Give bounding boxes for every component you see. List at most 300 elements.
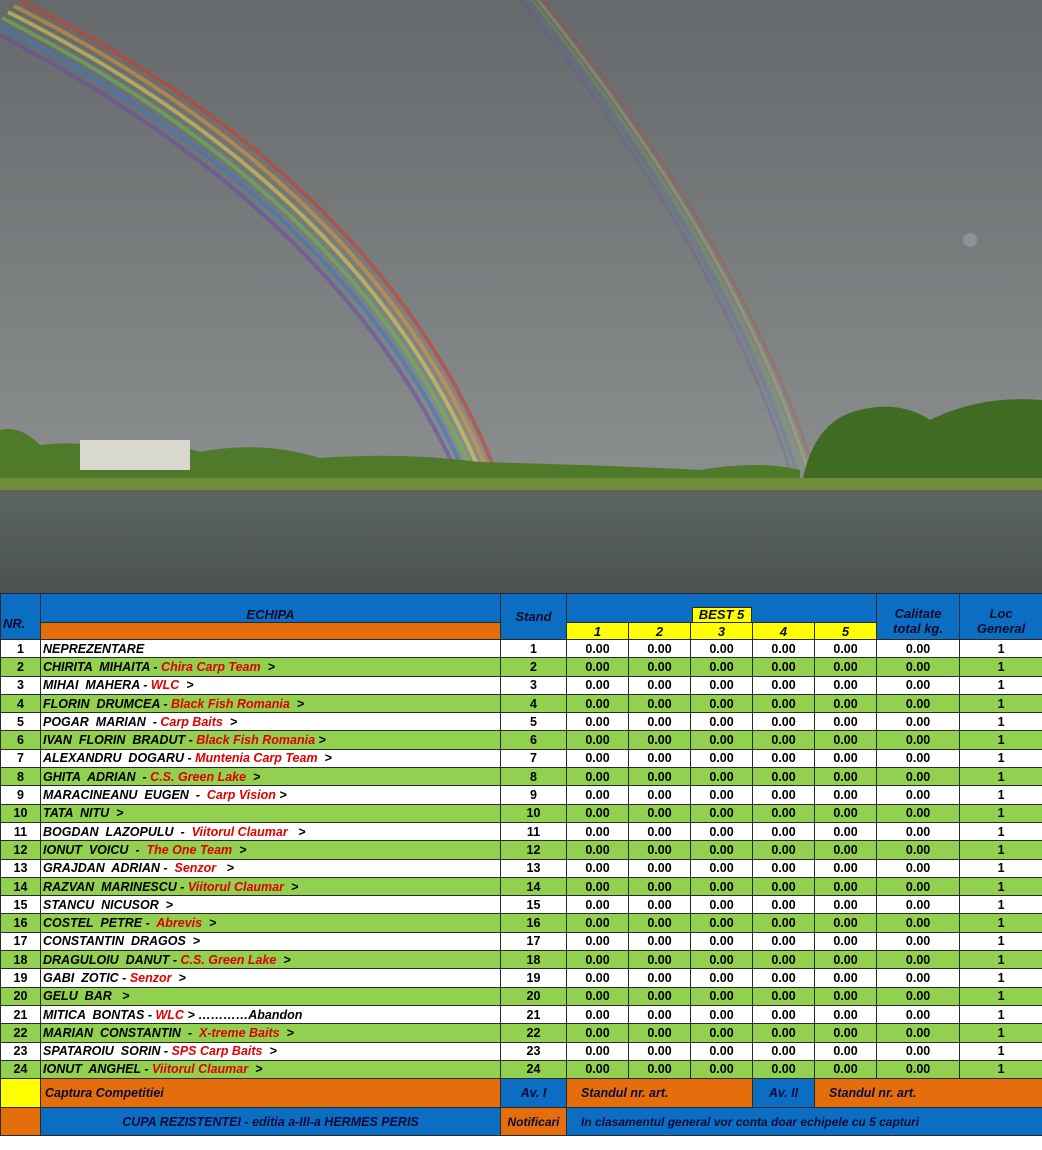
row-total: 0.00 [877,658,960,676]
row-nr: 10 [1,804,41,822]
row-loc: 1 [960,877,1042,895]
row-best-2: 0.00 [629,951,691,969]
row-best-2: 0.00 [629,768,691,786]
row-stand: 10 [501,804,567,822]
row-team-club: Senzor [174,861,217,876]
row-best-3: 0.00 [691,713,753,731]
row-stand: 19 [501,969,567,987]
row-loc: 1 [960,676,1042,694]
row-team-name: POGAR MARIAN - [43,714,161,729]
row-team-name: MITICA BONTAS - [43,1007,156,1022]
row-team-suffix: > [284,879,299,894]
row-stand: 4 [501,694,567,712]
row-best-3: 0.00 [691,768,753,786]
row-team [41,676,501,694]
row-team-name: CHIRITA MIHAITA - [43,659,162,674]
row-nr: 22 [1,1024,41,1042]
row-loc: 1 [960,932,1042,950]
row-best-3: 0.00 [691,658,753,676]
header-calitate-line2: total kg. [893,620,943,636]
row-best-2: 0.00 [629,1042,691,1060]
row-total: 0.00 [877,1060,960,1078]
row-best-5: 0.00 [815,1042,877,1060]
row-best-2: 0.00 [629,676,691,694]
row-team-suffix: > [276,952,291,967]
row-nr: 18 [1,951,41,969]
header-echipa: ECHIPA [41,594,501,623]
row-best-2: 0.00 [629,932,691,950]
row-nr: 21 [1,1005,41,1023]
row-best-4: 0.00 [753,749,815,767]
row-team-club: Carp Baits [160,714,223,729]
row-team-suffix: > [262,1044,277,1059]
row-team [41,932,501,950]
table-row [1,768,1042,786]
header-best5-group [567,594,877,623]
row-loc: 1 [960,731,1042,749]
row-team [41,694,501,712]
row-team-club: Viitorul Claumar [152,1062,249,1077]
row-stand: 7 [501,749,567,767]
row-best-5: 0.00 [815,658,877,676]
row-best-2: 0.00 [629,640,691,658]
row-total: 0.00 [877,951,960,969]
table-row [1,1005,1042,1023]
row-team-suffix: > [275,788,287,803]
row-team-name: MIHAI MAHERA - [43,678,151,693]
row-team-name: GABI ZOTIC - [43,970,130,985]
row-best-5: 0.00 [815,749,877,767]
row-team [41,914,501,932]
row-total: 0.00 [877,822,960,840]
row-team [41,786,501,804]
footer-yellow-cell [1,1079,41,1108]
header-echipa-band [41,623,501,640]
row-loc: 1 [960,896,1042,914]
header-best5: BEST 5 [692,607,752,622]
row-stand: 14 [501,877,567,895]
row-best-1: 0.00 [567,731,629,749]
row-best-1: 0.00 [567,932,629,950]
row-loc: 1 [960,1024,1042,1042]
row-best-5: 0.00 [815,768,877,786]
row-best-2: 0.00 [629,841,691,859]
row-best-3: 0.00 [691,1060,753,1078]
row-best-2: 0.00 [629,1024,691,1042]
row-best-3: 0.00 [691,877,753,895]
table-row [1,951,1042,969]
row-best-4: 0.00 [753,896,815,914]
row-team-club: Chira Carp Team [161,659,261,674]
header-loc-line2: General [976,620,1026,636]
footer-av2: Av. II [753,1079,815,1108]
row-best-4: 0.00 [753,877,815,895]
row-best-5: 0.00 [815,859,877,877]
row-team-club: C.S. Green Lake [150,769,247,784]
row-team-suffix: > [179,678,194,693]
row-nr: 11 [1,822,41,840]
footer-captura: Captura Competitiei [41,1079,501,1108]
row-team [41,987,501,1005]
row-team-name: COSTEL PETRE - [43,916,157,931]
row-best-4: 0.00 [753,951,815,969]
row-best-3: 0.00 [691,731,753,749]
row-team-club: Viitorul Claumar [187,879,284,894]
row-loc: 1 [960,822,1042,840]
header-calitate [877,594,960,640]
row-best-1: 0.00 [567,1042,629,1060]
row-best-3: 0.00 [691,914,753,932]
row-best-3: 0.00 [691,694,753,712]
table-row [1,658,1042,676]
row-team [41,841,501,859]
row-best-5: 0.00 [815,786,877,804]
row-loc: 1 [960,640,1042,658]
row-best-3: 0.00 [691,841,753,859]
row-loc: 1 [960,786,1042,804]
row-nr: 19 [1,969,41,987]
row-best-1: 0.00 [567,969,629,987]
row-loc: 1 [960,694,1042,712]
row-total: 0.00 [877,841,960,859]
row-team-suffix: > [260,659,275,674]
row-nr: 14 [1,877,41,895]
row-best-5: 0.00 [815,1060,877,1078]
row-team-club: C.S. Green Lake [180,952,277,967]
row-team-club: WLC [150,678,180,693]
row-team [41,896,501,914]
row-loc: 1 [960,1005,1042,1023]
row-total: 0.00 [877,859,960,877]
row-best-1: 0.00 [567,804,629,822]
footer-av1: Av. I [501,1079,567,1108]
row-best-1: 0.00 [567,1024,629,1042]
row-team-club: The One Team [146,842,233,857]
row-team-name: IONUT VOICU - [43,842,147,857]
row-best-4: 0.00 [753,932,815,950]
row-best-1: 0.00 [567,822,629,840]
row-team [41,749,501,767]
row-best-4: 0.00 [753,694,815,712]
row-best-2: 0.00 [629,987,691,1005]
row-nr: 7 [1,749,41,767]
row-best-2: 0.00 [629,694,691,712]
row-nr: 24 [1,1060,41,1078]
row-best-2: 0.00 [629,749,691,767]
row-nr: 15 [1,896,41,914]
table-row [1,640,1042,658]
row-team-suffix: > [317,751,332,766]
row-team [41,969,501,987]
row-total: 0.00 [877,1024,960,1042]
row-nr: 1 [1,640,41,658]
row-team-name: GELU BAR > [43,989,130,1004]
row-best-2: 0.00 [629,786,691,804]
row-total: 0.00 [877,749,960,767]
row-total: 0.00 [877,694,960,712]
row-team-suffix: > [287,824,306,839]
row-best-1: 0.00 [567,877,629,895]
row-stand: 17 [501,932,567,950]
row-best-1: 0.00 [567,768,629,786]
row-nr: 17 [1,932,41,950]
row-nr: 6 [1,731,41,749]
row-loc: 1 [960,713,1042,731]
row-best-5: 0.00 [815,694,877,712]
row-best-5: 0.00 [815,877,877,895]
row-best-3: 0.00 [691,804,753,822]
row-best-2: 0.00 [629,1005,691,1023]
row-team-suffix: > [202,916,217,931]
row-best-4: 0.00 [753,1042,815,1060]
table-row [1,822,1042,840]
row-team [41,731,501,749]
row-team-name: IONUT ANGHEL - [43,1062,153,1077]
row-best-3: 0.00 [691,1024,753,1042]
row-best-4: 0.00 [753,859,815,877]
row-stand: 20 [501,987,567,1005]
table-row [1,731,1042,749]
row-stand: 21 [501,1005,567,1023]
header-stand: Stand [501,594,567,640]
row-team-club: Abrevis [156,916,203,931]
table-row [1,1060,1042,1078]
row-stand: 23 [501,1042,567,1060]
results-table [0,593,1042,1136]
row-team-club: Senzor [129,970,172,985]
footer-orange-cell [1,1108,41,1136]
row-best-2: 0.00 [629,1060,691,1078]
table-row [1,694,1042,712]
row-best-2: 0.00 [629,658,691,676]
row-best-3: 0.00 [691,749,753,767]
table-row [1,969,1042,987]
row-stand: 1 [501,640,567,658]
row-total: 0.00 [877,987,960,1005]
row-team [41,1060,501,1078]
row-nr: 16 [1,914,41,932]
row-team-name: RAZVAN MARINESCU - [43,879,188,894]
row-team [41,658,501,676]
row-team-name: GHITA ADRIAN - [43,769,151,784]
row-best-1: 0.00 [567,1005,629,1023]
row-total: 0.00 [877,896,960,914]
row-best-3: 0.00 [691,987,753,1005]
row-best-1: 0.00 [567,841,629,859]
row-nr: 2 [1,658,41,676]
row-total: 0.00 [877,1005,960,1023]
row-stand: 18 [501,951,567,969]
row-team [41,877,501,895]
row-loc: 1 [960,914,1042,932]
row-stand: 11 [501,822,567,840]
footer-standul-1: Standul nr. art. [567,1079,753,1108]
row-loc: 1 [960,768,1042,786]
row-team [41,1005,501,1023]
row-team-club: Black Fish Romania [171,696,290,711]
table-row [1,841,1042,859]
row-stand: 6 [501,731,567,749]
row-total: 0.00 [877,877,960,895]
row-best-3: 0.00 [691,932,753,950]
row-best-5: 0.00 [815,896,877,914]
row-team-club: Black Fish Romania [196,733,316,748]
row-best-5: 0.00 [815,640,877,658]
row-best-5: 0.00 [815,951,877,969]
row-team-name: MARACINEANU EUGEN - [43,788,207,803]
row-best-3: 0.00 [691,822,753,840]
row-stand: 8 [501,768,567,786]
row-nr: 20 [1,987,41,1005]
row-team-name: DRAGULOIU DANUT - [43,952,181,967]
row-team-club: Muntenia Carp Team [195,751,318,766]
row-best-5: 0.00 [815,969,877,987]
row-total: 0.00 [877,713,960,731]
row-stand: 15 [501,896,567,914]
row-best-4: 0.00 [753,987,815,1005]
row-team-club: X-treme Baits [199,1025,280,1040]
row-best-1: 0.00 [567,786,629,804]
row-best-2: 0.00 [629,822,691,840]
row-best-1: 0.00 [567,694,629,712]
row-team-suffix: > [315,733,326,748]
row-best-2: 0.00 [629,859,691,877]
row-team [41,859,501,877]
row-team-suffix: > [216,861,234,876]
row-best-2: 0.00 [629,713,691,731]
footer-cupa: CUPA REZISTENTEI - editia a-III-a HERMES PERIS [41,1108,501,1136]
row-best-2: 0.00 [629,896,691,914]
row-best-5: 0.00 [815,1024,877,1042]
row-team-name: IVAN FLORIN BRADUT - [43,733,197,748]
row-loc: 1 [960,658,1042,676]
row-best-4: 0.00 [753,1060,815,1078]
row-best-4: 0.00 [753,804,815,822]
header-best-col-1: 1 [567,623,629,640]
row-best-5: 0.00 [815,932,877,950]
row-team [41,640,501,658]
row-total: 0.00 [877,914,960,932]
row-stand: 13 [501,859,567,877]
row-team [41,1042,501,1060]
row-total: 0.00 [877,731,960,749]
row-stand: 12 [501,841,567,859]
row-team-club: Viitorul Claumar [191,824,288,839]
row-best-5: 0.00 [815,731,877,749]
row-stand: 24 [501,1060,567,1078]
row-team-name: TATA NITU > [43,806,124,821]
row-team-suffix: > [171,970,186,985]
row-nr: 3 [1,676,41,694]
row-total: 0.00 [877,640,960,658]
table-row [1,713,1042,731]
row-best-4: 0.00 [753,768,815,786]
row-total: 0.00 [877,932,960,950]
row-team [41,1024,501,1042]
row-loc: 1 [960,951,1042,969]
row-best-3: 0.00 [691,951,753,969]
row-loc: 1 [960,804,1042,822]
row-loc: 1 [960,841,1042,859]
row-best-1: 0.00 [567,1060,629,1078]
row-stand: 5 [501,713,567,731]
row-best-4: 0.00 [753,1024,815,1042]
row-best-4: 0.00 [753,1005,815,1023]
row-team-name: FLORIN DRUMCEA - [43,696,171,711]
table-row [1,749,1042,767]
table-row [1,914,1042,932]
row-team-club: Carp Vision [206,788,276,803]
row-best-1: 0.00 [567,896,629,914]
row-best-1: 0.00 [567,914,629,932]
row-best-5: 0.00 [815,804,877,822]
row-loc: 1 [960,987,1042,1005]
header-best-col-5: 5 [815,623,877,640]
header-best-col-4: 4 [753,623,815,640]
row-best-3: 0.00 [691,786,753,804]
row-best-5: 0.00 [815,841,877,859]
row-team-name: CONSTANTIN DRAGOS > [43,934,201,949]
table-row [1,932,1042,950]
table-row [1,987,1042,1005]
row-best-1: 0.00 [567,987,629,1005]
row-best-2: 0.00 [629,969,691,987]
row-stand: 22 [501,1024,567,1042]
row-stand: 9 [501,786,567,804]
footer-standul-2: Standul nr. art. [815,1079,1042,1108]
row-nr: 9 [1,786,41,804]
table-row [1,804,1042,822]
row-team-name: STANCU NICUSOR > [43,897,173,912]
row-loc: 1 [960,859,1042,877]
row-best-4: 0.00 [753,914,815,932]
row-best-4: 0.00 [753,786,815,804]
row-team [41,951,501,969]
row-stand: 2 [501,658,567,676]
header-loc-line1: Loc [989,605,1013,621]
row-team-suffix: > [246,769,261,784]
row-best-4: 0.00 [753,969,815,987]
row-best-1: 0.00 [567,859,629,877]
row-best-4: 0.00 [753,841,815,859]
row-best-4: 0.00 [753,658,815,676]
row-nr: 4 [1,694,41,712]
row-team-name: BOGDAN LAZOPULU - [43,824,192,839]
row-best-3: 0.00 [691,676,753,694]
row-nr: 5 [1,713,41,731]
row-total: 0.00 [877,1042,960,1060]
row-nr: 8 [1,768,41,786]
row-loc: 1 [960,1060,1042,1078]
footer-note: In clasamentul general vor conta doar echipele cu 5 capturi [567,1108,1042,1136]
row-best-5: 0.00 [815,676,877,694]
row-team [41,713,501,731]
row-best-2: 0.00 [629,804,691,822]
row-best-5: 0.00 [815,1005,877,1023]
row-best-1: 0.00 [567,676,629,694]
row-team-suffix: > [232,842,247,857]
row-best-3: 0.00 [691,1005,753,1023]
row-best-3: 0.00 [691,640,753,658]
row-best-1: 0.00 [567,951,629,969]
table-row [1,786,1042,804]
row-best-5: 0.00 [815,713,877,731]
row-loc: 1 [960,749,1042,767]
header-best-col-2: 2 [629,623,691,640]
row-best-2: 0.00 [629,914,691,932]
row-best-1: 0.00 [567,713,629,731]
row-best-4: 0.00 [753,822,815,840]
